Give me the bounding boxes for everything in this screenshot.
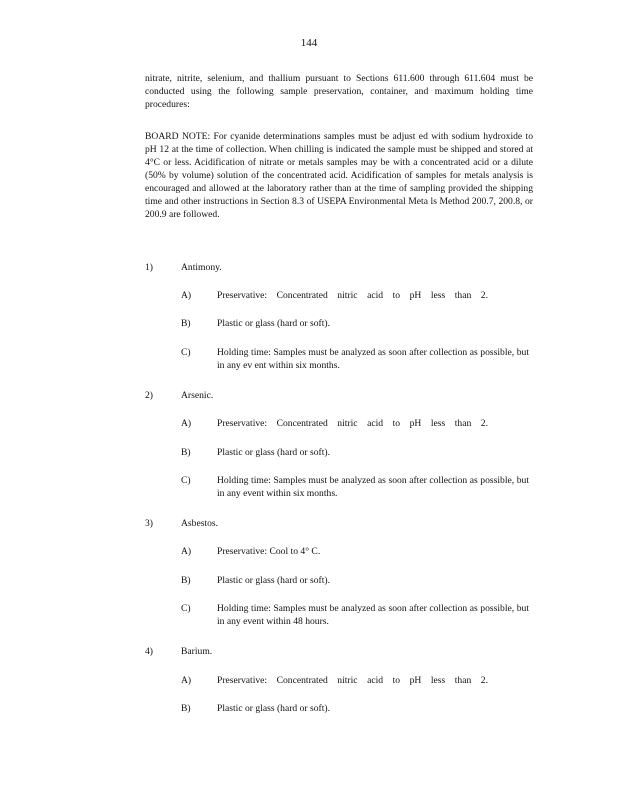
item-number: 3) bbox=[145, 518, 153, 529]
board-note-paragraph: BOARD NOTE: For cyanide determinations samples must be adjust ed with sodium hydroxide to pH 12 at the time of collection. When chilling is indicated the sample must be shipped and stored at 4°C or less. Acidification of nitrate or metals samples may be with a concentrated acid or a dilute (50% by volume) solution of the concentrated acid. Acidification of samples for metals analysis is encouraged and allowed at the laboratory rather than at the time of sampling provided the shipping time and other instructions in Section 8.3 of USEPA Environmental Meta ls Method 200.7, 200.8, or 200.9 are followed. bbox=[145, 131, 533, 220]
intro-paragraph: nitrate, nitrite, selenium, and thallium pursuant to Sections 611.600 through 611.604 must be conducted using the following sample preservation, container, and maximum holding time procedures: bbox=[145, 73, 533, 110]
sub-item-letter: A) bbox=[181, 546, 192, 557]
sub-item-letter: B) bbox=[181, 575, 191, 586]
sub-item-text: Preservative: Concentrated nitric acid to pH less than 2. bbox=[217, 675, 488, 686]
sub-item-text: Holding time: Samples must be analyzed as soon after collection as possible, but in any event within six months. bbox=[217, 475, 529, 499]
sub-item-letter: B) bbox=[181, 318, 191, 329]
sub-item-text: Holding time: Samples must be analyzed as soon after collection as possible, but in any event within 48 hours. bbox=[217, 603, 529, 627]
sub-item-text: Holding time: Samples must be analyzed as soon after collection as possible, but in any ev ent within six months. bbox=[217, 347, 529, 371]
sub-item-letter: B) bbox=[181, 703, 191, 714]
sub-item-letter: C) bbox=[181, 603, 191, 614]
sub-item-text: Preservative: Cool to 4° C. bbox=[217, 546, 321, 557]
page-number: 144 bbox=[300, 37, 318, 49]
sub-item-letter: B) bbox=[181, 447, 191, 458]
sub-item-text: Plastic or glass (hard or soft). bbox=[217, 318, 330, 329]
item-title: Asbestos. bbox=[181, 518, 219, 529]
sub-item-text: Plastic or glass (hard or soft). bbox=[217, 703, 330, 714]
sub-item-text: Preservative: Concentrated nitric acid to pH less than 2. bbox=[217, 418, 488, 429]
sub-item-letter: A) bbox=[181, 675, 192, 686]
sub-item-letter: A) bbox=[181, 418, 192, 429]
item-title: Antimony. bbox=[181, 262, 222, 273]
sub-item-letter: C) bbox=[181, 347, 191, 358]
sub-item-text: Plastic or glass (hard or soft). bbox=[217, 575, 330, 586]
sub-item-text: Preservative: Concentrated nitric acid to pH less than 2. bbox=[217, 290, 488, 301]
item-number: 4) bbox=[145, 646, 153, 657]
item-title: Arsenic. bbox=[181, 390, 214, 401]
sub-item-letter: C) bbox=[181, 475, 191, 486]
item-number: 1) bbox=[145, 262, 153, 273]
sub-item-letter: A) bbox=[181, 290, 192, 301]
item-number: 2) bbox=[145, 390, 153, 401]
sub-item-text: Plastic or glass (hard or soft). bbox=[217, 447, 330, 458]
item-title: Barium. bbox=[181, 646, 213, 657]
